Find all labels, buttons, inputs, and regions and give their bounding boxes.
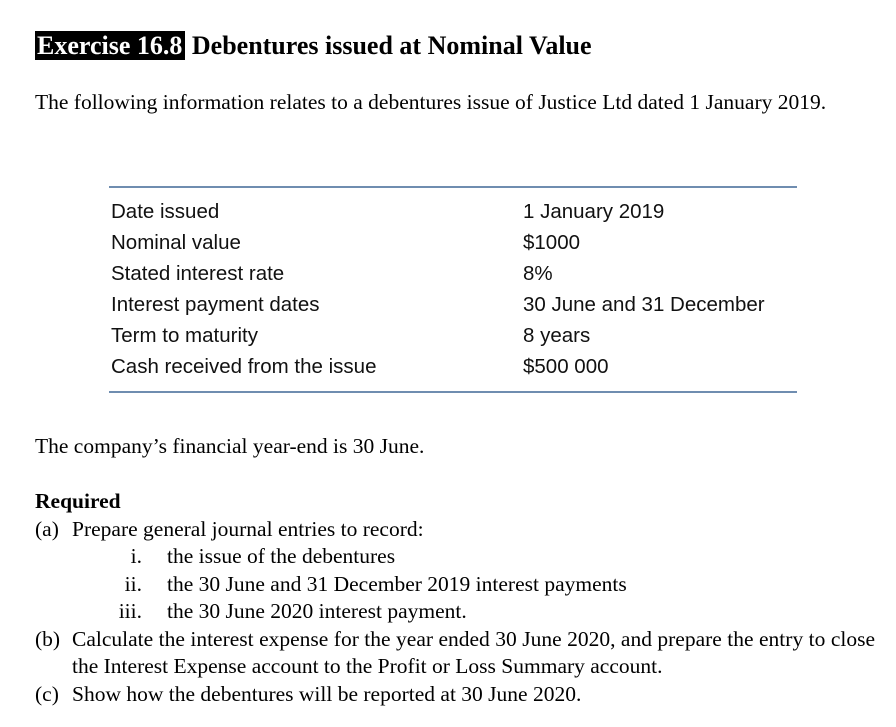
part-a-item-text: the issue of the debentures — [167, 544, 396, 568]
info-value: 8% — [523, 261, 553, 285]
part-a-item-number: i. — [130, 544, 142, 568]
info-label: Cash received from the issue — [111, 354, 377, 378]
year-end-note: The company’s financial year-end is 30 June. — [35, 434, 425, 458]
part-b — [35, 626, 875, 681]
info-label: Interest payment dates — [111, 292, 320, 316]
required-section — [35, 488, 875, 708]
info-row — [111, 289, 765, 320]
table-bottom-rule — [109, 391, 797, 393]
part-c — [35, 681, 875, 709]
table-top-rule — [109, 186, 797, 188]
part-a — [35, 516, 875, 544]
info-row — [111, 320, 765, 351]
info-label: Term to maturity — [111, 323, 258, 347]
required-heading: Required — [35, 489, 121, 513]
info-value: 1 January 2019 — [523, 199, 665, 223]
part-a-item — [35, 543, 875, 571]
part-a-item-number: iii. — [118, 599, 142, 623]
info-value: $1000 — [523, 230, 581, 254]
part-a-item — [35, 598, 875, 626]
part-a-item-text: the 30 June 2020 interest payment. — [167, 599, 467, 623]
part-a-item-text: the 30 June and 31 December 2019 interest payments — [167, 571, 627, 596]
part-a-item-number: ii. — [124, 571, 142, 596]
part-b-number: (b) — [35, 626, 61, 651]
debenture-info-table — [111, 196, 765, 382]
part-c-text: Show how the debentures will be reported at 30 June 2020. — [72, 681, 582, 706]
part-a-number: (a) — [35, 516, 59, 541]
intro-paragraph: The following information relates to a debentures issue of Justice Ltd dated 1 January 2019. — [35, 90, 827, 114]
info-row — [111, 351, 765, 382]
part-a-item — [35, 571, 875, 599]
exercise-heading — [35, 29, 592, 63]
info-label: Stated interest rate — [111, 261, 285, 285]
exercise-title: Debentures issued at Nominal Value — [191, 31, 592, 60]
info-value: $500 000 — [523, 354, 609, 378]
part-c-number: (c) — [35, 681, 59, 706]
part-a-text: Prepare general journal entries to record: — [72, 516, 424, 541]
info-value: 30 June and 31 December — [523, 292, 765, 316]
part-b-text: Calculate the interest expense for the year ended 30 June 2020, and prepare the entry to close the Interest Expense account to the Profit or Loss Summary account. — [72, 626, 875, 678]
info-row — [111, 196, 765, 227]
info-row — [111, 258, 765, 289]
info-row — [111, 227, 765, 258]
info-value: 8 years — [523, 323, 591, 347]
info-label: Date issued — [111, 199, 220, 223]
exercise-number-label: Exercise 16.8 — [35, 31, 185, 60]
info-label: Nominal value — [111, 230, 241, 254]
